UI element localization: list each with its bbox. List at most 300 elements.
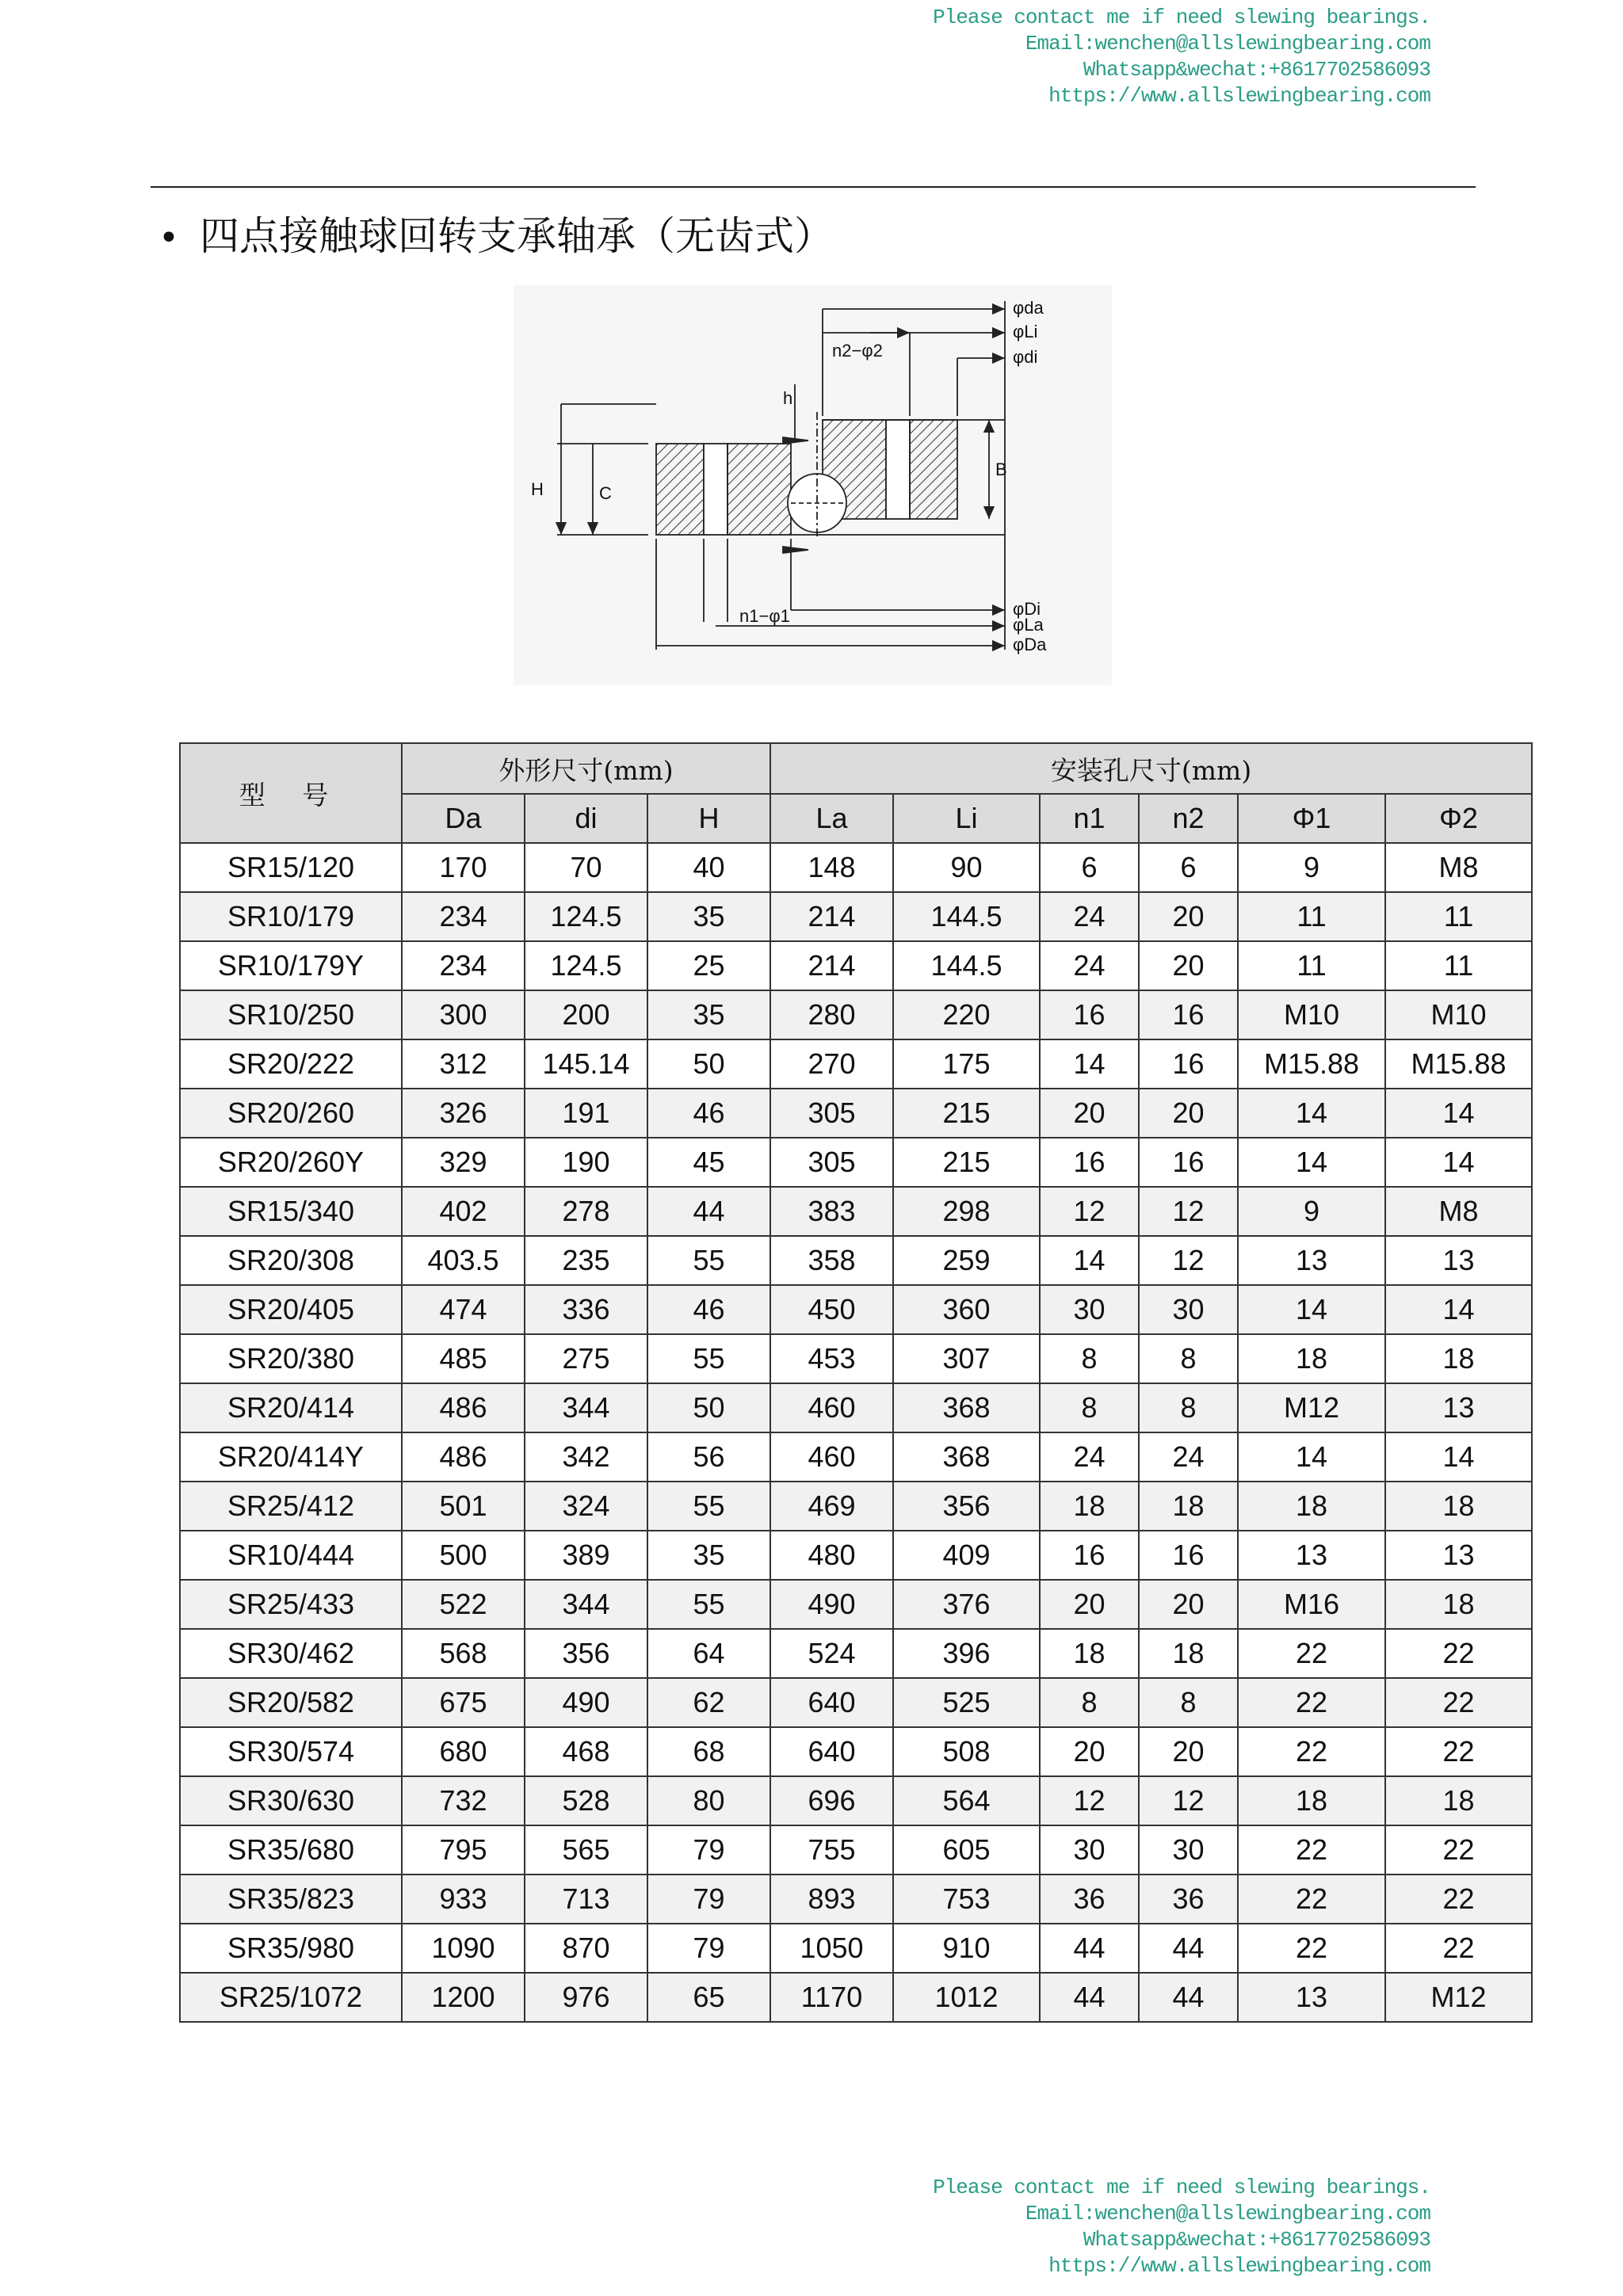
table-cell: 20 xyxy=(1139,1089,1238,1138)
table-cell: M8 xyxy=(1385,1187,1532,1236)
table-cell: 18 xyxy=(1040,1482,1139,1531)
table-cell: 13 xyxy=(1238,1973,1385,2022)
table-cell: 522 xyxy=(402,1580,525,1629)
table-cell: 14 xyxy=(1385,1138,1532,1187)
label-c: C xyxy=(599,483,612,503)
table-cell: 524 xyxy=(770,1629,893,1678)
table-row xyxy=(180,1334,1532,1383)
table-cell: 55 xyxy=(647,1236,770,1285)
table-row xyxy=(180,892,1532,941)
table-cell: 14 xyxy=(1238,1089,1385,1138)
table-cell: 680 xyxy=(402,1727,525,1776)
table-cell: 124.5 xyxy=(525,941,647,990)
table-cell: 50 xyxy=(647,1039,770,1089)
table-cell: 474 xyxy=(402,1285,525,1334)
table-cell: 124.5 xyxy=(525,892,647,941)
table-cell: 144.5 xyxy=(893,941,1040,990)
table-cell: 753 xyxy=(893,1875,1040,1924)
table-cell: 22 xyxy=(1238,1924,1385,1973)
label-n1: n1−φ1 xyxy=(739,606,790,626)
model-cell: SR20/405 xyxy=(180,1285,402,1334)
table-cell: 215 xyxy=(893,1138,1040,1187)
label-height: H xyxy=(531,479,544,499)
table-cell: 360 xyxy=(893,1285,1040,1334)
table-cell: 795 xyxy=(402,1825,525,1875)
table-cell: 25 xyxy=(647,941,770,990)
model-cell: SR10/444 xyxy=(180,1531,402,1580)
contact-line: Please contact me if need slewing bearings. xyxy=(933,6,1430,29)
table-cell: M12 xyxy=(1238,1383,1385,1432)
table-cell: 490 xyxy=(525,1678,647,1727)
model-cell: SR30/630 xyxy=(180,1776,402,1825)
table-cell: 14 xyxy=(1040,1039,1139,1089)
table-cell: 80 xyxy=(647,1776,770,1825)
table-cell: 893 xyxy=(770,1875,893,1924)
table-cell: 64 xyxy=(647,1629,770,1678)
table-cell: 40 xyxy=(647,843,770,892)
table-row xyxy=(180,1482,1532,1531)
table-cell: 13 xyxy=(1385,1236,1532,1285)
table-cell: 46 xyxy=(647,1089,770,1138)
table-cell: 298 xyxy=(893,1187,1040,1236)
column-header: n2 xyxy=(1139,794,1238,843)
table-cell: 8 xyxy=(1040,1334,1139,1383)
table-cell: 20 xyxy=(1139,1727,1238,1776)
section-heading xyxy=(158,204,834,261)
model-cell: SR35/823 xyxy=(180,1875,402,1924)
table-cell: 358 xyxy=(770,1236,893,1285)
table-cell: 9 xyxy=(1238,843,1385,892)
table-cell: M15.88 xyxy=(1238,1039,1385,1089)
table-cell: 45 xyxy=(647,1138,770,1187)
table-cell: 933 xyxy=(402,1875,525,1924)
table-cell: 468 xyxy=(525,1727,647,1776)
table-cell: 307 xyxy=(893,1334,1040,1383)
table-cell: 22 xyxy=(1238,1629,1385,1678)
model-cell: SR30/574 xyxy=(180,1727,402,1776)
table-cell: 18 xyxy=(1139,1482,1238,1531)
model-cell: SR20/260 xyxy=(180,1089,402,1138)
table-cell: 24 xyxy=(1040,892,1139,941)
table-cell: 453 xyxy=(770,1334,893,1383)
table-cell: 18 xyxy=(1385,1776,1532,1825)
table-row xyxy=(180,1039,1532,1089)
table-cell: 36 xyxy=(1040,1875,1139,1924)
table-cell: 16 xyxy=(1040,1531,1139,1580)
table-cell: 14 xyxy=(1238,1285,1385,1334)
model-cell: SR20/414Y xyxy=(180,1432,402,1482)
label-da: φda xyxy=(1013,298,1044,318)
table-cell: 8 xyxy=(1139,1334,1238,1383)
table-cell: 22 xyxy=(1385,1825,1532,1875)
model-cell: SR10/179 xyxy=(180,892,402,941)
table-cell: 90 xyxy=(893,843,1040,892)
table-row xyxy=(180,843,1532,892)
column-header: di xyxy=(525,794,647,843)
table-cell: 565 xyxy=(525,1825,647,1875)
table-cell: 214 xyxy=(770,941,893,990)
spec-table xyxy=(179,742,1533,2023)
table-cell: 500 xyxy=(402,1531,525,1580)
table-cell: M12 xyxy=(1385,1973,1532,2022)
table-cell: 22 xyxy=(1385,1727,1532,1776)
contact-block-bottom xyxy=(828,2175,1430,2279)
table-cell: 383 xyxy=(770,1187,893,1236)
table-cell: 564 xyxy=(893,1776,1040,1825)
table-cell: 13 xyxy=(1238,1236,1385,1285)
table-row xyxy=(180,1089,1532,1138)
table-row xyxy=(180,1383,1532,1432)
table-cell: 22 xyxy=(1385,1629,1532,1678)
table-cell: 16 xyxy=(1040,1138,1139,1187)
table-cell: 20 xyxy=(1139,1580,1238,1629)
table-cell: 305 xyxy=(770,1089,893,1138)
model-cell: SR20/414 xyxy=(180,1383,402,1432)
model-cell: SR20/308 xyxy=(180,1236,402,1285)
table-cell: 870 xyxy=(525,1924,647,1973)
heading-bullet: • xyxy=(158,218,179,258)
table-row xyxy=(180,1678,1532,1727)
table-cell: 568 xyxy=(402,1629,525,1678)
table-cell: 14 xyxy=(1385,1285,1532,1334)
table-row xyxy=(180,1825,1532,1875)
column-header: n1 xyxy=(1040,794,1139,843)
table-row xyxy=(180,1629,1532,1678)
table-cell: 336 xyxy=(525,1285,647,1334)
table-cell: 396 xyxy=(893,1629,1040,1678)
table-cell: 234 xyxy=(402,941,525,990)
table-cell: 275 xyxy=(525,1334,647,1383)
table-cell: 18 xyxy=(1385,1580,1532,1629)
table-cell: 144.5 xyxy=(893,892,1040,941)
table-cell: 13 xyxy=(1385,1531,1532,1580)
table-cell: 389 xyxy=(525,1531,647,1580)
table-cell: 20 xyxy=(1040,1089,1139,1138)
model-cell: SR15/120 xyxy=(180,843,402,892)
table-row xyxy=(180,990,1532,1039)
table-cell: 324 xyxy=(525,1482,647,1531)
table-cell: 11 xyxy=(1238,892,1385,941)
table-cell: 356 xyxy=(525,1629,647,1678)
table-cell: 14 xyxy=(1238,1138,1385,1187)
table-cell: 312 xyxy=(402,1039,525,1089)
table-row xyxy=(180,1236,1532,1285)
contact-website: https://www.allslewingbearing.com xyxy=(1048,2254,1430,2278)
label-n2: n2−φ2 xyxy=(832,341,883,360)
contact-phone: Whatsapp&wechat:+8617702586093 xyxy=(1083,58,1430,82)
column-header: H xyxy=(647,794,770,843)
table-cell: 30 xyxy=(1139,1285,1238,1334)
table-row xyxy=(180,1727,1532,1776)
model-cell: SR35/980 xyxy=(180,1924,402,1973)
table-cell: 14 xyxy=(1385,1089,1532,1138)
outline-dimensions-header: 外形尺寸(mm) xyxy=(402,743,770,794)
table-cell: 326 xyxy=(402,1089,525,1138)
table-cell: 235 xyxy=(525,1236,647,1285)
contact-block-top xyxy=(828,5,1430,109)
table-cell: 696 xyxy=(770,1776,893,1825)
table-row xyxy=(180,1924,1532,1973)
table-cell: 11 xyxy=(1385,941,1532,990)
table-cell: 18 xyxy=(1238,1334,1385,1383)
model-cell: SR25/1072 xyxy=(180,1973,402,2022)
table-cell: 79 xyxy=(647,1924,770,1973)
table-cell: 22 xyxy=(1385,1678,1532,1727)
table-cell: 148 xyxy=(770,843,893,892)
table-cell: 356 xyxy=(893,1482,1040,1531)
table-cell: 70 xyxy=(525,843,647,892)
table-cell: 755 xyxy=(770,1825,893,1875)
table-cell: 12 xyxy=(1040,1187,1139,1236)
table-cell: 525 xyxy=(893,1678,1040,1727)
table-cell: 68 xyxy=(647,1727,770,1776)
table-cell: 675 xyxy=(402,1678,525,1727)
table-cell: 22 xyxy=(1385,1924,1532,1973)
table-cell: M10 xyxy=(1385,990,1532,1039)
table-cell: 368 xyxy=(893,1383,1040,1432)
table-cell: 170 xyxy=(402,843,525,892)
table-row xyxy=(180,1875,1532,1924)
label-b: B xyxy=(995,460,1007,479)
table-cell: 732 xyxy=(402,1776,525,1825)
table-cell: 259 xyxy=(893,1236,1040,1285)
table-cell: 22 xyxy=(1238,1875,1385,1924)
table-cell: 8 xyxy=(1139,1383,1238,1432)
table-cell: M15.88 xyxy=(1385,1039,1532,1089)
contact-website: https://www.allslewingbearing.com xyxy=(1048,84,1430,108)
table-cell: 300 xyxy=(402,990,525,1039)
table-cell: 344 xyxy=(525,1580,647,1629)
table-cell: 18 xyxy=(1139,1629,1238,1678)
table-cell: 640 xyxy=(770,1727,893,1776)
table-cell: 508 xyxy=(893,1727,1040,1776)
table-cell: 30 xyxy=(1139,1825,1238,1875)
table-cell: 910 xyxy=(893,1924,1040,1973)
table-cell: 18 xyxy=(1385,1482,1532,1531)
table-cell: 36 xyxy=(1139,1875,1238,1924)
table-cell: 976 xyxy=(525,1973,647,2022)
table-cell: 13 xyxy=(1385,1383,1532,1432)
contact-email: Email:wenchen@allslewingbearing.com xyxy=(1025,32,1430,55)
table-cell: 278 xyxy=(525,1187,647,1236)
table-cell: 501 xyxy=(402,1482,525,1531)
table-cell: 24 xyxy=(1139,1432,1238,1482)
table-cell: 145.14 xyxy=(525,1039,647,1089)
model-cell: SR10/179Y xyxy=(180,941,402,990)
table-cell: 13 xyxy=(1238,1531,1385,1580)
table-cell: 44 xyxy=(1139,1924,1238,1973)
table-cell: 18 xyxy=(1238,1776,1385,1825)
heading-title: 四点接触球回转支承轴承（无齿式） xyxy=(200,213,834,259)
table-cell: 280 xyxy=(770,990,893,1039)
column-header: Φ2 xyxy=(1385,794,1532,843)
table-cell: 56 xyxy=(647,1432,770,1482)
table-cell: 191 xyxy=(525,1089,647,1138)
table-cell: 44 xyxy=(647,1187,770,1236)
table-cell: 402 xyxy=(402,1187,525,1236)
model-cell: SR20/222 xyxy=(180,1039,402,1089)
model-cell: SR25/412 xyxy=(180,1482,402,1531)
table-cell: 469 xyxy=(770,1482,893,1531)
table-cell: 55 xyxy=(647,1580,770,1629)
table-cell: 16 xyxy=(1139,1039,1238,1089)
table-cell: 486 xyxy=(402,1383,525,1432)
table-cell: M16 xyxy=(1238,1580,1385,1629)
table-cell: 22 xyxy=(1238,1727,1385,1776)
model-cell: SR20/582 xyxy=(180,1678,402,1727)
table-cell: 215 xyxy=(893,1089,1040,1138)
table-cell: 44 xyxy=(1040,1924,1139,1973)
table-cell: 22 xyxy=(1385,1875,1532,1924)
table-cell: 1090 xyxy=(402,1924,525,1973)
table-row xyxy=(180,941,1532,990)
table-cell: 30 xyxy=(1040,1285,1139,1334)
table-cell: 460 xyxy=(770,1432,893,1482)
model-cell: SR15/340 xyxy=(180,1187,402,1236)
table-cell: 234 xyxy=(402,892,525,941)
table-cell: 35 xyxy=(647,1531,770,1580)
table-cell: 640 xyxy=(770,1678,893,1727)
model-cell: SR20/260Y xyxy=(180,1138,402,1187)
table-cell: 18 xyxy=(1040,1629,1139,1678)
label-la: φLa xyxy=(1013,615,1044,635)
label-di: φdi xyxy=(1013,347,1038,367)
table-cell: 55 xyxy=(647,1482,770,1531)
table-row xyxy=(180,1432,1532,1482)
table-cell: 270 xyxy=(770,1039,893,1089)
table-cell: 214 xyxy=(770,892,893,941)
table-cell: 14 xyxy=(1040,1236,1139,1285)
table-cell: 220 xyxy=(893,990,1040,1039)
table-cell: 18 xyxy=(1238,1482,1385,1531)
table-cell: 1200 xyxy=(402,1973,525,2022)
table-cell: 403.5 xyxy=(402,1236,525,1285)
table-cell: 22 xyxy=(1238,1825,1385,1875)
column-header: La xyxy=(770,794,893,843)
table-cell: 528 xyxy=(525,1776,647,1825)
label-da-outer: φDa xyxy=(1013,635,1047,654)
table-cell: 20 xyxy=(1139,941,1238,990)
bearing-cross-section-diagram xyxy=(514,285,1112,685)
table-cell: 1170 xyxy=(770,1973,893,2022)
table-cell: 35 xyxy=(647,892,770,941)
table-cell: 9 xyxy=(1238,1187,1385,1236)
table-row xyxy=(180,1138,1532,1187)
table-cell: 713 xyxy=(525,1875,647,1924)
header-rule xyxy=(151,186,1476,188)
table-cell: 6 xyxy=(1139,843,1238,892)
table-cell: 79 xyxy=(647,1875,770,1924)
table-cell: 30 xyxy=(1040,1825,1139,1875)
table-cell: 175 xyxy=(893,1039,1040,1089)
table-cell: 605 xyxy=(893,1825,1040,1875)
table-cell: 12 xyxy=(1040,1776,1139,1825)
contact-email: Email:wenchen@allslewingbearing.com xyxy=(1025,2202,1430,2225)
table-cell: 18 xyxy=(1385,1334,1532,1383)
model-cell: SR30/462 xyxy=(180,1629,402,1678)
table-cell: 8 xyxy=(1139,1678,1238,1727)
model-cell: SR25/433 xyxy=(180,1580,402,1629)
table-cell: 1012 xyxy=(893,1973,1040,2022)
table-cell: 305 xyxy=(770,1138,893,1187)
column-header: Da xyxy=(402,794,525,843)
table-cell: 329 xyxy=(402,1138,525,1187)
table-cell: 12 xyxy=(1139,1776,1238,1825)
table-cell: 344 xyxy=(525,1383,647,1432)
table-cell: M8 xyxy=(1385,843,1532,892)
table-cell: 22 xyxy=(1238,1678,1385,1727)
table-cell: 485 xyxy=(402,1334,525,1383)
table-cell: 376 xyxy=(893,1580,1040,1629)
label-h: h xyxy=(783,388,793,408)
table-cell: 16 xyxy=(1040,990,1139,1039)
table-cell: 20 xyxy=(1040,1580,1139,1629)
table-cell: 16 xyxy=(1139,1531,1238,1580)
table-cell: 46 xyxy=(647,1285,770,1334)
table-cell: 16 xyxy=(1139,990,1238,1039)
table-cell: 62 xyxy=(647,1678,770,1727)
table-cell: 55 xyxy=(647,1334,770,1383)
table-cell: 486 xyxy=(402,1432,525,1482)
column-header: Φ1 xyxy=(1238,794,1385,843)
table-cell: 8 xyxy=(1040,1383,1139,1432)
table-cell: 65 xyxy=(647,1973,770,2022)
table-cell: 200 xyxy=(525,990,647,1039)
table-cell: 14 xyxy=(1238,1432,1385,1482)
table-cell: 368 xyxy=(893,1432,1040,1482)
table-row xyxy=(180,1187,1532,1236)
table-cell: 20 xyxy=(1139,892,1238,941)
table-cell: 44 xyxy=(1040,1973,1139,2022)
table-row xyxy=(180,1580,1532,1629)
table-cell: 35 xyxy=(647,990,770,1039)
label-li: φLi xyxy=(1013,322,1038,341)
model-cell: SR10/250 xyxy=(180,990,402,1039)
table-cell: 460 xyxy=(770,1383,893,1432)
table-cell: 20 xyxy=(1040,1727,1139,1776)
table-row xyxy=(180,1776,1532,1825)
table-cell: 14 xyxy=(1385,1432,1532,1482)
table-cell: 12 xyxy=(1139,1236,1238,1285)
table-cell: 11 xyxy=(1238,941,1385,990)
table-row xyxy=(180,1973,1532,2022)
table-cell: 50 xyxy=(647,1383,770,1432)
column-header: Li xyxy=(893,794,1040,843)
table-cell: 11 xyxy=(1385,892,1532,941)
table-cell: 190 xyxy=(525,1138,647,1187)
table-cell: 480 xyxy=(770,1531,893,1580)
contact-line: Please contact me if need slewing bearings. xyxy=(933,2176,1430,2199)
table-cell: M10 xyxy=(1238,990,1385,1039)
table-row xyxy=(180,1285,1532,1334)
table-cell: 409 xyxy=(893,1531,1040,1580)
table-cell: 8 xyxy=(1040,1678,1139,1727)
table-cell: 12 xyxy=(1139,1187,1238,1236)
table-row xyxy=(180,1531,1532,1580)
model-cell: SR20/380 xyxy=(180,1334,402,1383)
mounting-holes-header: 安装孔尺寸(mm) xyxy=(770,743,1532,794)
table-cell: 6 xyxy=(1040,843,1139,892)
table-cell: 342 xyxy=(525,1432,647,1482)
table-cell: 24 xyxy=(1040,941,1139,990)
table-cell: 1050 xyxy=(770,1924,893,1973)
table-cell: 490 xyxy=(770,1580,893,1629)
table-cell: 79 xyxy=(647,1825,770,1875)
table-cell: 16 xyxy=(1139,1138,1238,1187)
contact-phone: Whatsapp&wechat:+8617702586093 xyxy=(1083,2228,1430,2252)
table-cell: 450 xyxy=(770,1285,893,1334)
label-di-lower: φDi xyxy=(1013,599,1041,619)
